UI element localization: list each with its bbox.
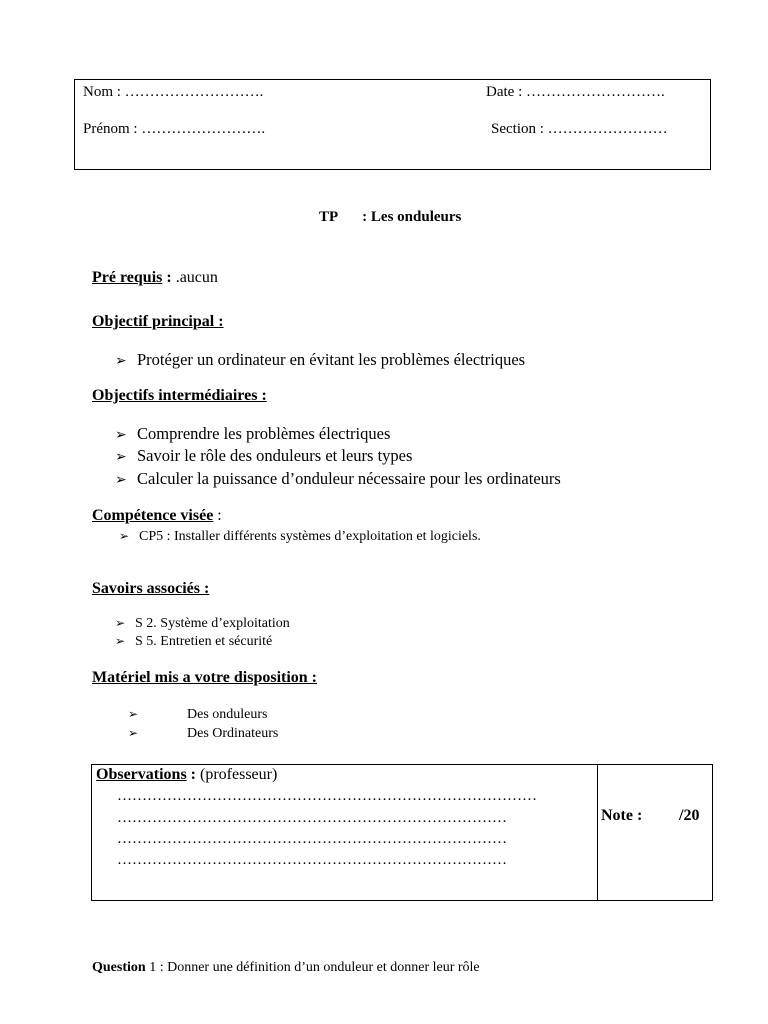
observation-line[interactable]: …………………………………………………………………… <box>117 831 507 847</box>
arrow-bullet-icon: ➢ <box>115 616 126 630</box>
competence-item <box>119 529 481 545</box>
note-label: Note : <box>601 807 643 824</box>
list-item-text: Comprendre les problèmes électriques <box>137 424 391 443</box>
list-item-text: S 2. Système d’exploitation <box>135 616 290 631</box>
objectif-principal-heading: Objectif principal : <box>92 313 224 330</box>
arrow-bullet-icon: ➢ <box>115 428 127 443</box>
arrow-bullet-icon: ➢ <box>128 707 139 721</box>
title-text: : Les onduleurs <box>362 209 462 225</box>
materiel-heading: Matériel mis a votre disposition : <box>92 669 318 686</box>
list-item-text: Protéger un ordinateur en évitant les problèmes électriques <box>137 350 526 369</box>
observations-table <box>91 764 713 901</box>
savoir-item <box>115 616 290 632</box>
competence-colon: : <box>213 507 222 524</box>
savoir-item <box>115 634 272 650</box>
arrow-bullet-icon: ➢ <box>119 529 130 543</box>
question-label: Question <box>92 960 146 975</box>
materiel-item <box>128 726 278 742</box>
question-text: 1 : Donner une définition d’un onduleur et donner leur rôle <box>145 960 480 975</box>
list-item-text: S 5. Entretien et sécurité <box>135 634 273 649</box>
arrow-bullet-icon: ➢ <box>115 634 126 648</box>
nom-field[interactable]: Nom : ………………………. <box>83 84 264 100</box>
list-item-text: CP5 : Installer différents systèmes d’exploitation et logiciels. <box>139 529 481 544</box>
arrow-bullet-icon: ➢ <box>115 450 127 465</box>
objectif-intermediaire-item <box>115 446 412 466</box>
observations-label: Observations <box>96 766 187 783</box>
list-item-text: Savoir le rôle des onduleurs et leurs types <box>137 446 413 465</box>
prerequis-label: Pré requis <box>92 269 163 286</box>
observations-colon: : <box>186 766 196 783</box>
student-info-box <box>74 79 711 170</box>
question-line <box>92 960 480 976</box>
prerequis-value: .aucun <box>171 269 218 286</box>
prenom-field[interactable]: Prénom : ……………………. <box>83 121 266 137</box>
section-field[interactable]: Section : …………………… <box>491 121 668 137</box>
page-title <box>319 209 461 226</box>
prerequis-colon: : <box>162 269 172 286</box>
table-divider <box>597 765 598 900</box>
title-prefix: TP <box>319 209 339 225</box>
list-item-text: Des Ordinateurs <box>187 726 279 741</box>
list-item-text: Calculer la puissance d’onduleur nécessaire pour les ordinateurs <box>137 469 561 488</box>
objectifs-intermediaires-heading: Objectifs intermédiaires : <box>92 387 267 404</box>
observation-line[interactable]: …………………………………………………………………… <box>117 810 507 826</box>
observations-suffix: (professeur) <box>196 766 278 783</box>
list-item-text: Des onduleurs <box>187 707 268 722</box>
arrow-bullet-icon: ➢ <box>115 354 127 369</box>
competence-label: Compétence visée <box>92 507 214 524</box>
date-field[interactable]: Date : ………………………. <box>486 84 665 100</box>
objectif-intermediaire-item <box>115 424 390 444</box>
observation-line[interactable]: …………………………………………………………………… <box>117 852 507 868</box>
arrow-bullet-icon: ➢ <box>115 473 127 488</box>
note-value[interactable]: /20 <box>679 807 700 824</box>
arrow-bullet-icon: ➢ <box>128 726 139 740</box>
materiel-item <box>128 707 268 723</box>
objectif-principal-item <box>115 350 525 370</box>
objectif-intermediaire-item <box>115 469 561 489</box>
competence-heading <box>92 507 222 525</box>
savoirs-heading: Savoirs associés : <box>92 580 210 597</box>
observation-line[interactable]: ………………………………………………………………………… <box>117 788 537 804</box>
prerequis-line <box>92 269 218 287</box>
observations-heading <box>96 766 277 784</box>
